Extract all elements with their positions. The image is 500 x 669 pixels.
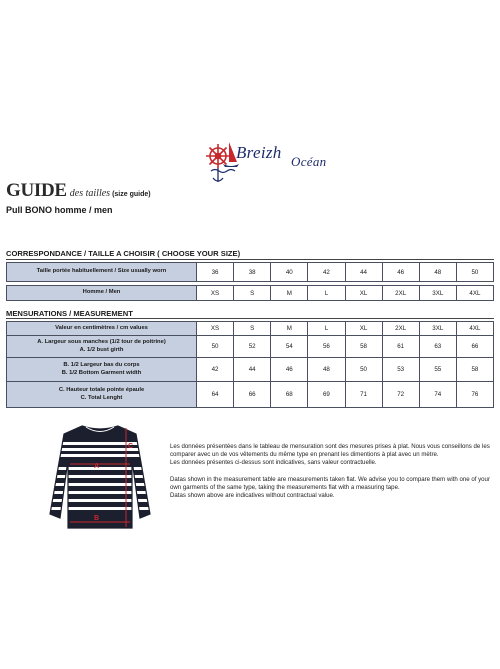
table-cell: XL — [345, 286, 382, 301]
table-row — [7, 336, 494, 358]
table-header-cell: 3XL — [419, 322, 456, 336]
table-header-cell: XL — [345, 322, 382, 336]
measure-label-b: B — [94, 515, 100, 522]
measurement-title: MENSURATIONS / MEASUREMENT — [6, 309, 133, 318]
table-cell: 46 — [382, 263, 419, 282]
sweater-icon — [44, 418, 156, 528]
table-cell: M — [271, 286, 308, 301]
table-cell: 53 — [382, 358, 419, 382]
notes-block — [170, 443, 490, 508]
row-label: Taille portée habituellement / Size usually worn — [7, 263, 197, 282]
table-row — [7, 263, 494, 282]
table-cell: 50 — [345, 358, 382, 382]
guide-subtitle: (size guide) — [112, 191, 151, 198]
guide-script: des tailles — [69, 188, 111, 199]
guide-title: GUIDE — [6, 180, 67, 201]
measurement-table — [6, 321, 494, 408]
table-cell: L — [308, 286, 345, 301]
table-cell: 48 — [308, 358, 345, 382]
section-divider — [6, 259, 494, 260]
table-header-cell: 4XL — [456, 322, 493, 336]
table-cell: 54 — [271, 336, 308, 358]
table-header-cell: XS — [197, 322, 234, 336]
table-cell: 3XL — [419, 286, 456, 301]
table-row — [7, 286, 494, 301]
table-cell: S — [234, 286, 271, 301]
brand-logo — [203, 138, 363, 188]
note-en: Datas shown in the measurement table are measurements taken flat. We advise you to compare them with one of your own garments of the same type, taking the measurements flat with a measuring tape. — [170, 475, 490, 491]
table-header-row — [7, 322, 494, 336]
table-header-cell: 2XL — [382, 322, 419, 336]
table-cell: 42 — [197, 358, 234, 382]
table-cell: 66 — [234, 382, 271, 408]
table-cell: XS — [197, 286, 234, 301]
measure-label-a: A — [94, 463, 100, 470]
note-fr-2: Les données présentes ci-dessus sont indicatives, sans valeur contractuelle. — [170, 459, 377, 467]
table-header-cell: S — [234, 322, 271, 336]
table-cell: 36 — [197, 263, 234, 282]
wave-icon — [211, 170, 235, 173]
section-divider — [6, 318, 494, 319]
table-cell: 58 — [345, 336, 382, 358]
table-cell: 4XL — [456, 286, 493, 301]
table-cell: 40 — [271, 263, 308, 282]
table-header-cell: L — [308, 322, 345, 336]
table-cell: 69 — [308, 382, 345, 408]
row-label: Homme / Men — [7, 286, 197, 301]
table-header-cell: M — [271, 322, 308, 336]
correspondance-title: CORRESPONDANCE / TAILLE A CHOISIR ( CHOOSE YOUR SIZE) — [6, 249, 241, 258]
table-cell: 58 — [456, 358, 493, 382]
table-cell: 44 — [345, 263, 382, 282]
row-label: B. 1/2 Largeur bas du corps B. 1/2 Bottom Garment width — [7, 358, 197, 382]
table-cell: 2XL — [382, 286, 419, 301]
table-row — [7, 358, 494, 382]
table-cell: 56 — [308, 336, 345, 358]
table-cell: 42 — [308, 263, 345, 282]
table-cell: 63 — [419, 336, 456, 358]
table-cell: 71 — [345, 382, 382, 408]
table-cell: 48 — [419, 263, 456, 282]
table-cell: 68 — [271, 382, 308, 408]
measure-label-c: C — [128, 443, 134, 450]
ship-wheel-icon — [206, 144, 230, 168]
sweater-measure-diagram — [44, 418, 156, 532]
table-cell: 64 — [197, 382, 234, 408]
table-cell: 66 — [456, 336, 493, 358]
table-cell: 50 — [197, 336, 234, 358]
table-cell: 72 — [382, 382, 419, 408]
correspondance-table — [6, 262, 494, 301]
guide-heading — [6, 180, 151, 202]
table-cell: 44 — [234, 358, 271, 382]
table-cell: 46 — [271, 358, 308, 382]
table-cell: 52 — [234, 336, 271, 358]
row-label: C. Hauteur totale pointe épaule C. Total Lenght — [7, 382, 197, 408]
brand-name: Breizh Océan — [236, 143, 327, 169]
table-cell: 76 — [456, 382, 493, 408]
table-cell: 38 — [234, 263, 271, 282]
note-en-2: Datas shown above are indicatives without contractual value. — [170, 492, 335, 500]
row-label: Valeur en centimètres / cm values — [7, 322, 197, 336]
table-row — [7, 382, 494, 408]
table-cell: 50 — [456, 263, 493, 282]
table-cell: 55 — [419, 358, 456, 382]
note-fr: Les données présentées dans le tableau de mensuration sont des mesures prises à plat. Nous vous conseillons de les comparer avec un de vos vêtements du même type en prenant les dimentions à plat avec un mètre. — [170, 443, 490, 459]
table-cell: 74 — [419, 382, 456, 408]
product-name: Pull BONO homme / men — [6, 205, 113, 215]
table-cell: 61 — [382, 336, 419, 358]
row-label: A. Largeur sous manches (1/2 tour de poitrine) A. 1/2 bust girth — [7, 336, 197, 358]
